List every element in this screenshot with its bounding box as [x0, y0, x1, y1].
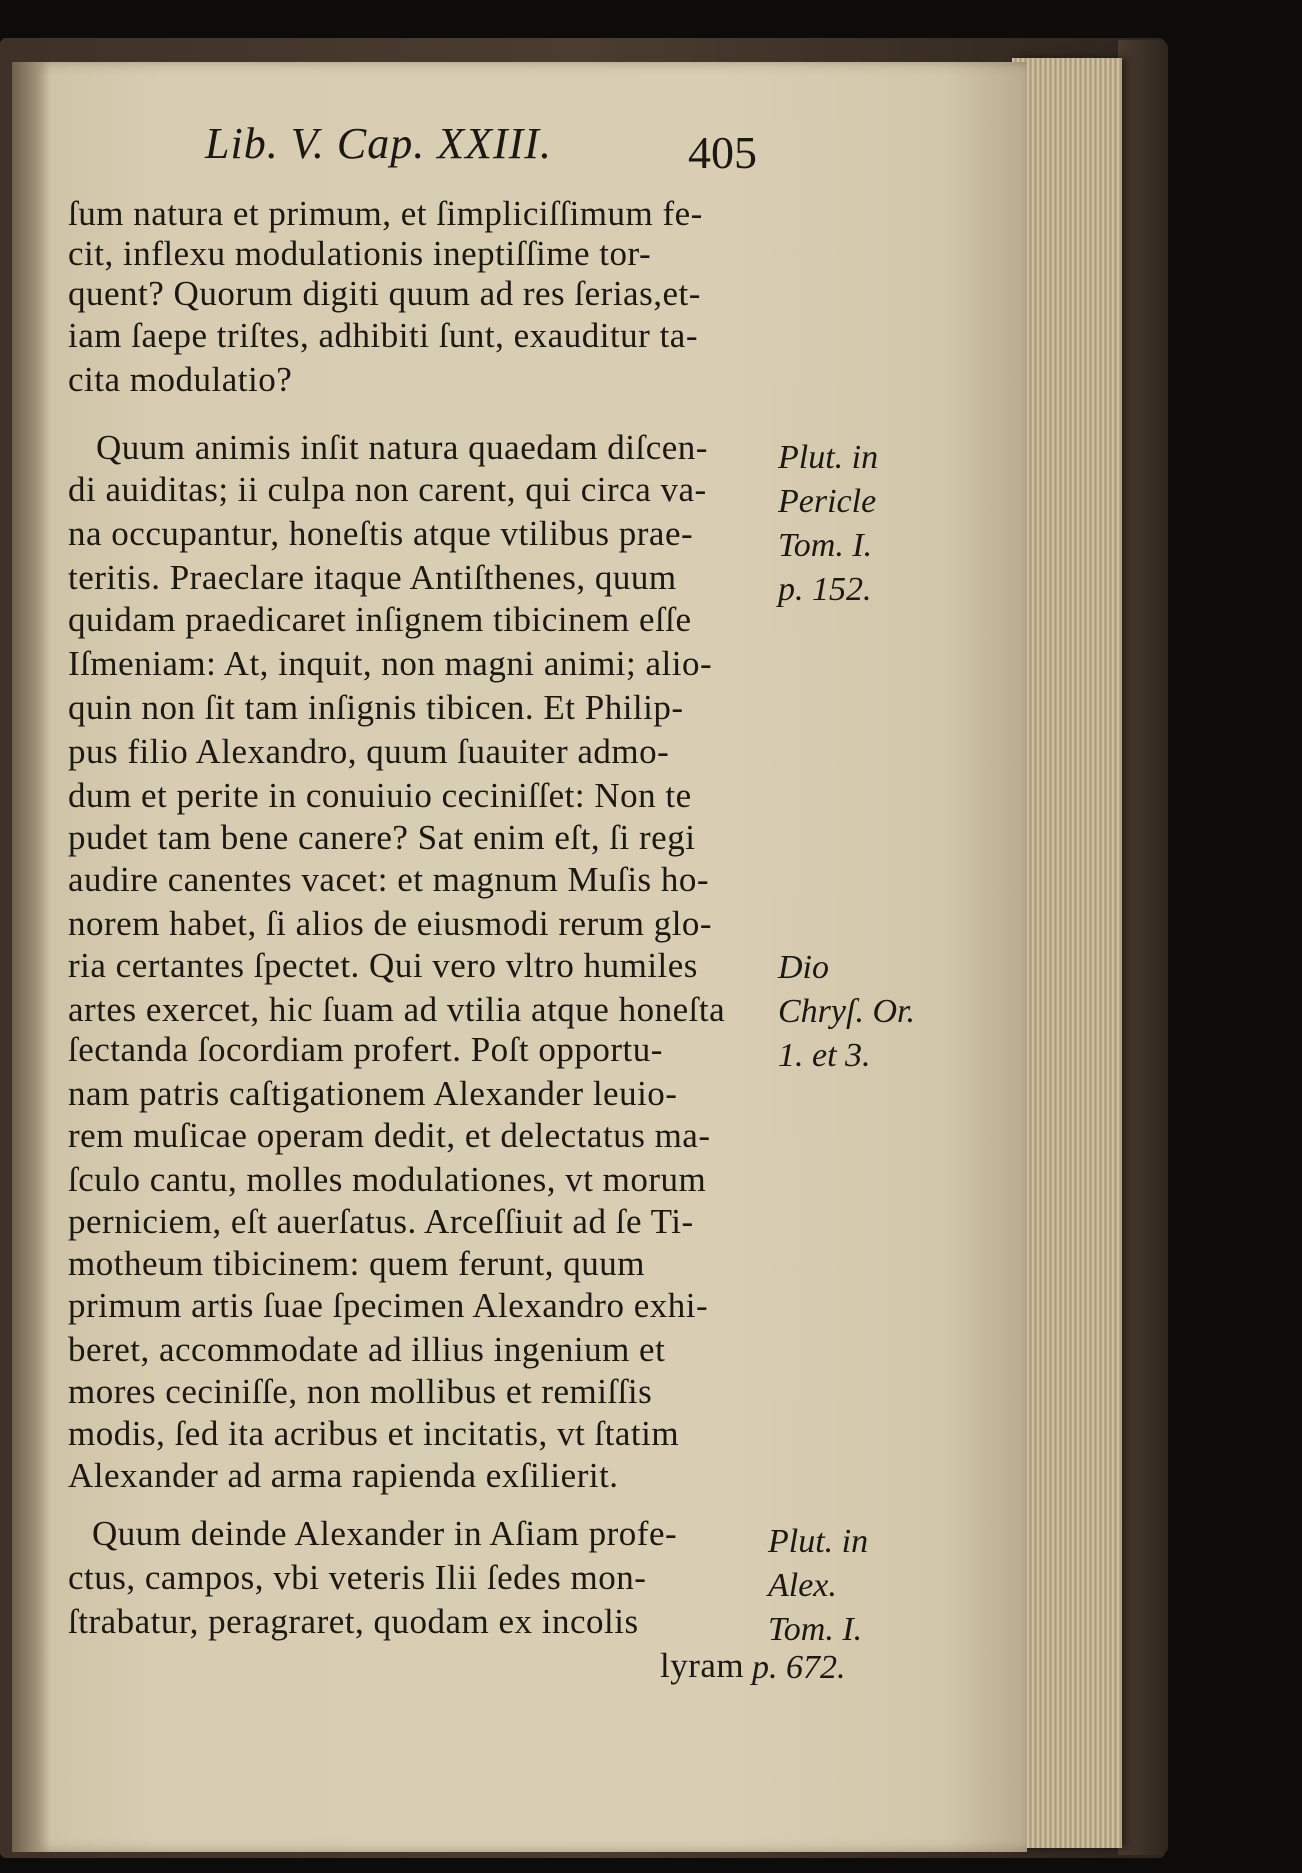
marginal-note: Plut. in [778, 439, 879, 476]
text-line: primum artis ſuae ſpecimen Alexandro exhi- [68, 1286, 709, 1325]
text-line: Quum deinde Alexander in Aſiam profe- [92, 1514, 678, 1553]
text-line: mores ceciniſſe, non mollibus et remiſſis [68, 1372, 653, 1411]
marginal-note: Chryſ. Or. [778, 993, 915, 1030]
marginal-note: p. 672. [752, 1649, 846, 1686]
marginal-note: Tom. I. [768, 1611, 863, 1648]
text-line: di auiditas; ii culpa non carent, qui circa va- [68, 470, 707, 509]
marginal-note: Alex. [768, 1567, 837, 1604]
text-line: modis, ſed ita acribus et incitatis, vt ſtatim [68, 1414, 680, 1453]
text-line: beret, accommodate ad illius ingenium et [68, 1330, 666, 1369]
text-line: audire canentes vacet: et magnum Muſis ho- [68, 860, 710, 899]
text-line: pus filio Alexandro, quum ſuauiter admo- [68, 732, 670, 771]
text-line: Iſmeniam: At, inquit, non magni animi; alio- [68, 644, 713, 683]
page-gutter [12, 62, 50, 1852]
text-line: ſum natura et primum, et ſimpliciſſimum fe- [68, 194, 703, 233]
text-line: dum et perite in conuiuio ceciniſſet: Non te [68, 776, 692, 815]
text-line: quent? Quorum digiti quum ad res ſerias,et- [68, 274, 701, 313]
running-title: Lib. V. Cap. XXIII. [205, 119, 552, 168]
marginal-note: Tom. I. [778, 527, 873, 564]
text-line: nam patris caſtigationem Alexander leuio- [68, 1074, 678, 1113]
text-line: quin non ſit tam inſignis tibicen. Et Philip- [68, 688, 684, 727]
text-line: artes exercet, hic ſuam ad vtilia atque honeſta [68, 990, 726, 1029]
text-line: perniciem, eſt auerſatus. Arceſſiuit ad ſe Ti- [68, 1202, 694, 1241]
text-line: na occupantur, honeſtis atque vtilibus prae- [68, 514, 694, 553]
text-line: norem habet, ſi alios de eiusmodi rerum glo- [68, 904, 713, 943]
text-line: teritis. Praeclare itaque Antiſthenes, quum [68, 558, 677, 597]
text-line: pudet tam bene canere? Sat enim eſt, ſi regi [68, 818, 696, 857]
text-line: rem muſicae operam dedit, et delectatus ma- [68, 1116, 711, 1155]
marginal-note: Plut. in [768, 1523, 869, 1560]
marginal-note: 1. et 3. [778, 1037, 871, 1074]
marginal-note: Dio [778, 949, 829, 986]
book-spine [1118, 40, 1168, 1855]
text-line: ſculo cantu, molles modulationes, vt morum [68, 1160, 707, 1199]
page-edges [1012, 58, 1122, 1848]
text-line: ſtrabatur, peragraret, quodam ex incolis [68, 1602, 639, 1641]
text-line: cit, inflexu modulationis ineptiſſime tor- [68, 234, 652, 273]
text-line: motheum tibicinem: quem ferunt, quum [68, 1244, 645, 1283]
catchword: lyram [660, 1646, 745, 1685]
text-line: Quum animis inſit natura quaedam diſcen- [96, 428, 708, 467]
text-line: ſectanda ſocordiam profert. Poſt opportu- [68, 1030, 663, 1069]
marginal-note: Pericle [778, 483, 877, 520]
text-line: ctus, campos, vbi veteris Ilii ſedes mon- [68, 1558, 647, 1597]
text-line: ria certantes ſpectet. Qui vero vltro humiles [68, 946, 698, 985]
text-line: cita modulatio? [68, 360, 293, 399]
marginal-note: p. 152. [778, 571, 872, 608]
text-line: iam ſaepe triſtes, adhibiti ſunt, exauditur ta- [68, 316, 698, 355]
text-line: quidam praedicaret inſignem tibicinem eſſe [68, 600, 692, 639]
text-line: Alexander ad arma rapienda exſilierit. [68, 1456, 619, 1495]
page-number: 405 [688, 127, 757, 178]
